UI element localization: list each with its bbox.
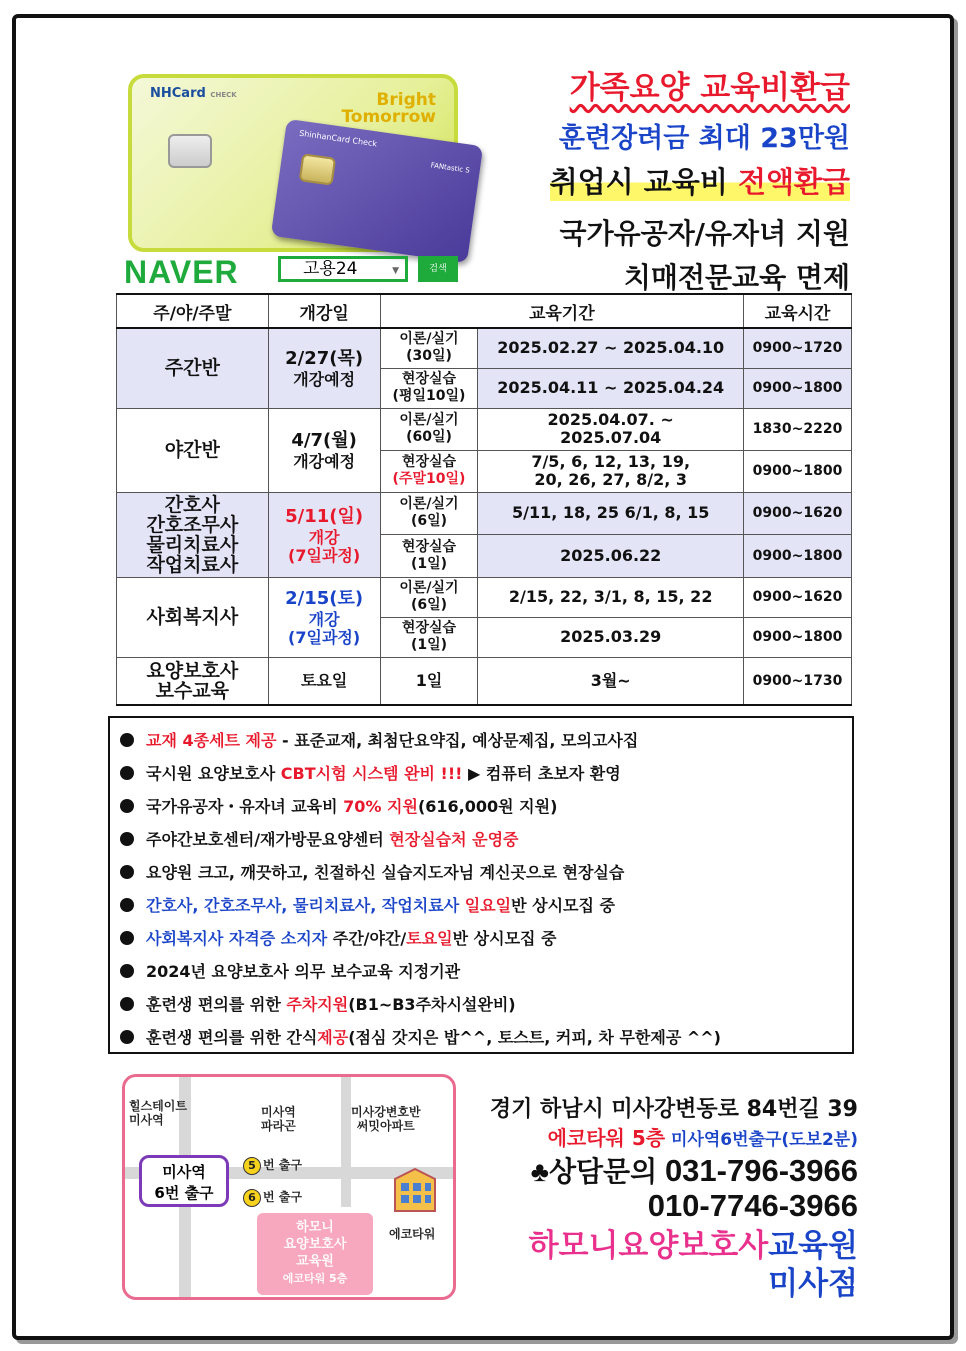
header-cell: 개강일 bbox=[268, 294, 380, 328]
bullet-icon bbox=[120, 964, 134, 978]
headline-refund: 가족요양 교육비환급 bbox=[569, 70, 850, 106]
course-type: 현장실습 (1일) bbox=[380, 534, 478, 577]
shinhan-card-label: ShinhanCard Check bbox=[298, 128, 378, 149]
course-time: 0900~1620 bbox=[744, 492, 852, 534]
course-period: 2025.02.27 ~ 2025.04.10 bbox=[478, 328, 744, 368]
course-type: 이론/실기 (30일) bbox=[380, 328, 478, 368]
course-type: 1일 bbox=[380, 657, 478, 705]
course-type: 현장실습 (평일10일) bbox=[380, 368, 478, 408]
card-chip-icon bbox=[168, 134, 212, 168]
list-item: 훈련생 편의를 위한 주차지원(B1~B3주차시설완비) bbox=[120, 992, 516, 1015]
bullet-icon bbox=[120, 1030, 134, 1044]
card-chip-icon bbox=[299, 153, 337, 185]
course-category: 야간반 bbox=[117, 408, 269, 492]
list-item: 교재 4종세트 제공 - 표준교재, 최첨단요약집, 예상문제집, 모의고사집 bbox=[120, 728, 638, 751]
map-academy-marker: 하모니 요양보호사 교육원 에코타워 5층 bbox=[257, 1213, 373, 1295]
list-item: 사회복지사 자격증 소지자 주간/야간/토요일반 상시모집 중 bbox=[120, 926, 557, 949]
map-label-hillstate: 힐스테이트 미사역 bbox=[129, 1099, 187, 1127]
course-time: 0900~1720 bbox=[744, 328, 852, 368]
course-period: 5/11, 18, 25 6/1, 8, 15 bbox=[478, 492, 744, 534]
table-header-row bbox=[117, 294, 852, 328]
bright-tomorrow-logo: Bright Tomorrow bbox=[341, 90, 436, 127]
course-period: 2025.04.07. ~ 2025.07.04 bbox=[478, 408, 744, 450]
map-label-echotower: 에코타워 bbox=[389, 1227, 436, 1241]
course-time: 1830~2220 bbox=[744, 408, 852, 450]
map-road bbox=[341, 1077, 351, 1207]
bullet-icon bbox=[120, 766, 134, 780]
course-type: 이론/실기 (60일) bbox=[380, 408, 478, 450]
naver-logo: NAVER bbox=[124, 254, 239, 290]
list-item: 국시원 요양보호사 CBT시험 시스템 완비 !!! ▶ 컴퓨터 초보자 환영 bbox=[120, 761, 621, 784]
course-category: 간호사 간호조무사 물리치료사 작업치료사 bbox=[117, 492, 269, 577]
course-period: 7/5, 6, 12, 13, 19, 20, 26, 27, 8/2, 3 bbox=[478, 450, 744, 492]
table-row bbox=[117, 492, 852, 534]
list-item: 주야간보호센터/재가방문요양센터 현장실습처 운영중 bbox=[120, 827, 518, 850]
course-category: 요양보호사 보수교육 bbox=[117, 657, 269, 705]
course-category: 사회복지사 bbox=[117, 577, 269, 657]
address-line: 경기 하남시 미사강변동로 84번길 39 bbox=[489, 1097, 858, 1122]
course-time: 0900~1800 bbox=[744, 534, 852, 577]
course-period: 3월~ bbox=[478, 657, 744, 705]
table-row bbox=[117, 577, 852, 617]
course-period: 2025.06.22 bbox=[478, 534, 744, 577]
dropdown-arrow-icon: ▼ bbox=[392, 266, 399, 276]
bullet-icon bbox=[120, 865, 134, 879]
bullet-icon bbox=[120, 931, 134, 945]
list-item: 2024년 요양보호사 의무 보수교육 지정기관 bbox=[120, 959, 460, 982]
bullet-icon bbox=[120, 898, 134, 912]
bullet-icon bbox=[120, 997, 134, 1011]
course-period: 2/15, 22, 3/1, 8, 15, 22 bbox=[478, 577, 744, 617]
course-type: 이론/실기 (6일) bbox=[380, 492, 478, 534]
course-start: 2/27(목) 개강예정 bbox=[268, 328, 380, 408]
course-type: 현장실습 (주말10일) bbox=[380, 450, 478, 492]
header-cell: 교육시간 bbox=[744, 294, 852, 328]
course-start: 토요일 bbox=[268, 657, 380, 705]
headline-dementia: 치매전문교육 면제 bbox=[623, 261, 850, 294]
map-exit-5: 5 번 출구 bbox=[243, 1157, 302, 1175]
headline-veterans: 국가유공자/유자녀 지원 bbox=[559, 217, 850, 250]
course-time: 0900~1800 bbox=[744, 368, 852, 408]
course-time: 0900~1730 bbox=[744, 657, 852, 705]
list-item: 훈련생 편의를 위한 간식제공(점심 갓지은 밥^^, 토스트, 커피, 차 무한제공 ^^) bbox=[120, 1025, 721, 1048]
course-time: 0900~1800 bbox=[744, 617, 852, 657]
course-period: 2025.03.29 bbox=[478, 617, 744, 657]
naver-search-button: 검색 bbox=[418, 256, 458, 282]
map-label-summit: 미사강변호반 써밋아파트 bbox=[351, 1105, 421, 1133]
header-cell: 주/야/주말 bbox=[117, 294, 269, 328]
course-category: 주간반 bbox=[117, 328, 269, 408]
course-start: 2/15(토) 개강 (7일과정) bbox=[268, 577, 380, 657]
table-row bbox=[117, 657, 852, 705]
address-detail: 에코타워 5층 미사역6번출구(도보2분) bbox=[547, 1126, 858, 1150]
course-type: 현장실습 (1일) bbox=[380, 617, 478, 657]
nh-card-logo: NHCard CHECK bbox=[150, 86, 237, 101]
phone-landline: ♣상담문의 031-796-3966 bbox=[530, 1153, 858, 1188]
fantastic-card-label: FANtastic S bbox=[430, 161, 471, 175]
academy-name: 하모니요양보호사교육원 bbox=[528, 1228, 858, 1264]
phone-mobile: 010-7746-3966 bbox=[647, 1188, 858, 1223]
headline-full-refund: 취업시 교육비 전액환급 bbox=[550, 160, 850, 201]
course-start: 4/7(월) 개강예정 bbox=[268, 408, 380, 492]
table-row bbox=[117, 328, 852, 368]
schedule-table bbox=[116, 293, 852, 706]
building-icon bbox=[393, 1167, 437, 1213]
course-type: 이론/실기 (6일) bbox=[380, 577, 478, 617]
course-start: 5/11(일) 개강 (7일과정) bbox=[268, 492, 380, 577]
bullet-icon bbox=[120, 832, 134, 846]
bullet-icon bbox=[120, 799, 134, 813]
map-label-paragon: 미사역 파라곤 bbox=[261, 1105, 296, 1133]
bullet-icon bbox=[120, 733, 134, 747]
header-cell: 교육기간 bbox=[380, 294, 743, 328]
naver-search-input: 고용24 ▼ bbox=[278, 256, 408, 282]
list-item: 간호사, 간호조무사, 물리치료사, 작업치료사 일요일반 상시모집 중 bbox=[120, 893, 615, 916]
course-time: 0900~1800 bbox=[744, 450, 852, 492]
list-item: 국가유공자・유자녀 교육비 70% 지원(616,000원 지원) bbox=[120, 794, 557, 817]
course-period: 2025.04.11 ~ 2025.04.24 bbox=[478, 368, 744, 408]
list-item: 요양원 크고, 깨끗하고, 친절하신 실습지도자님 계신곳으로 현장실습 bbox=[120, 860, 624, 883]
headline-allowance: 훈련장려금 최대 23만원 bbox=[558, 123, 850, 154]
table-row bbox=[117, 408, 852, 450]
location-map bbox=[122, 1074, 456, 1300]
map-exit-6: 6 번 출구 bbox=[243, 1189, 302, 1207]
map-station-exit: 미사역 6번 출구 bbox=[139, 1155, 229, 1207]
academy-branch: 미사점 bbox=[768, 1266, 858, 1302]
features-box bbox=[108, 716, 854, 1054]
course-time: 0900~1620 bbox=[744, 577, 852, 617]
